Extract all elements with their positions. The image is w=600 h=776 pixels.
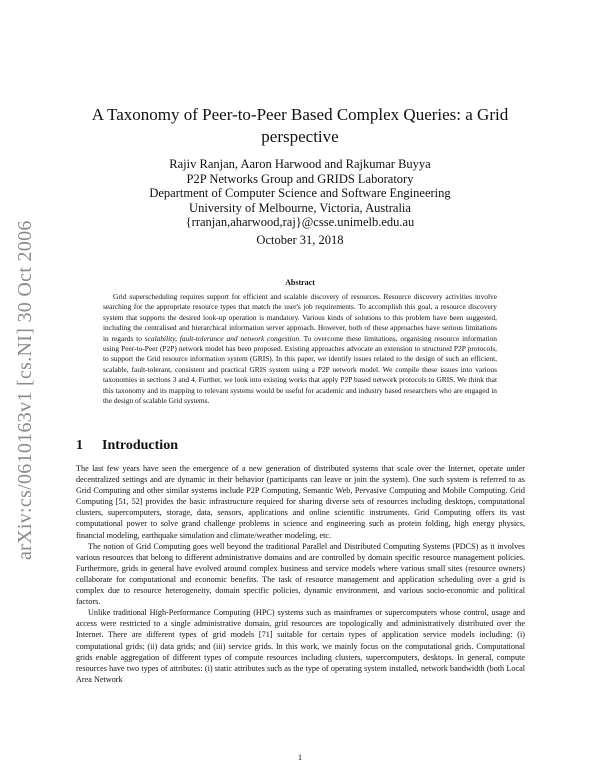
body-text: [76, 463, 525, 685]
author-block: [80, 157, 520, 230]
author-department: Department of Computer Science and Software Engineering: [149, 186, 451, 200]
abstract-part-2: . To overcome these limitations, organising resource information using Peer-to-Peer (P2P) network model has been proposed. Existing approaches advocate an extension to structured P2P protocols, to support the Grid resource information system (GRIS). In this paper, we identify issues related to the design of such an efficient, scalable, fault-tolerant, consistent and practical GRIS system using a P2P network model. We compile these issues into various taxonomies in sections 3 and 4. Further, we look into existing works that apply P2P based network protocols to GRIS. We think that this taxonomy and its mapping to relevant systems would be useful for academic and industry based researchers who are engaged in the design of scalable Grid systems.: [103, 333, 497, 406]
page-number: 1: [297, 752, 303, 762]
paragraph: Unlike traditional High-Performance Computing (HPC) systems such as mainframes or supercomputers whose control, usage and access were restricted to a single administrative domain, grid resources are topologically and administratively distributed over the Internet. There are different types of grid models [71] suitable for certain types of application service models including: (i) computational grids; (ii) data grids; and (iii) service grids. In this work, we mainly focus on the computational grids. Computational grids enable aggregation of different types of compute resources including clusters, supercomputers, desktops. In general, compute resources have two types of attributes: (i) static attributes such as the type of operating system installed, network bandwidth (both Local Area Network: [76, 608, 525, 684]
abstract-heading: Abstract: [285, 278, 315, 287]
section-number: 1: [76, 438, 83, 453]
author-group: P2P Networks Group and GRIDS Laboratory: [186, 171, 414, 186]
section-heading: [76, 438, 178, 454]
paragraph: The notion of Grid Computing goes well beyond the traditional Parallel and Distributed Computing Systems (PDCS) as it involves various resources that belong to different administrative domains and are controlled by domain specific resource management policies. Furthermore, grids in general have evolved around complex business and service models where various small sites (resource owners) collaborate for computational and economic benefits. The task of resource management and application scheduling over a grid is complex due to resource heterogeneity, domain specific policies, dynamic environment, and various socio-economic and political factors.: [76, 541, 525, 607]
abstract-text: [103, 292, 497, 406]
abstract-part-1: Grid superscheduling requires support for efficient and scalable discovery of resources. Resource discovery activities involve searching for the appropriate resource types that match the user's job requirements. To accomplish this goal, a resource discovery system that supports the desired look-up operation is mandatory. Various kinds of solutions to this problem have been suggested, including the centralised and hierarchical information server approach. However, both of these approaches have serious limitations in regards to: [103, 292, 497, 343]
arxiv-stamp[interactable]: arXiv:cs/0610163v1 [cs.NI] 30 Oct 2006: [14, 220, 36, 560]
section-title: Introduction: [102, 438, 178, 453]
paragraph: The last few years have seen the emergence of a new generation of distributed systems that scale over the Internet, operate under decentralized settings and are dynamic in their behavior (participants can leave or join the system). One such system is referred to as Grid Computing and other similar systems include P2P Computing, Semantic Web, Pervasive Computing and Mobile Computing. Grid Computing [51, 52] provides the basic infrastructure required for sharing diverse sets of resources including desktops, computational clusters, supercomputers, storage, data, sensors, applications and online scientific instruments. Grid Computing offers its vast computational power to solve grand challenge problems in science and engineering such as protein folding, high energy physics, financial modeling, earthquake simulation and climate/weather modeling, etc.: [76, 464, 525, 540]
paper-title: A Taxonomy of Peer-to-Peer Based Complex Queries: a Grid perspective: [91, 105, 509, 146]
abstract-italic: scalability, fault-tolerance and network congestion: [144, 333, 300, 343]
author-email[interactable]: {rranjan,aharwood,raj}@csse.unimelb.edu.au: [185, 215, 415, 229]
author-university: University of Melbourne, Victoria, Australia: [189, 200, 411, 215]
paper-date: October 31, 2018: [256, 233, 344, 247]
author-names: Rajiv Ranjan, Aaron Harwood and Rajkumar Buyya: [169, 157, 431, 171]
